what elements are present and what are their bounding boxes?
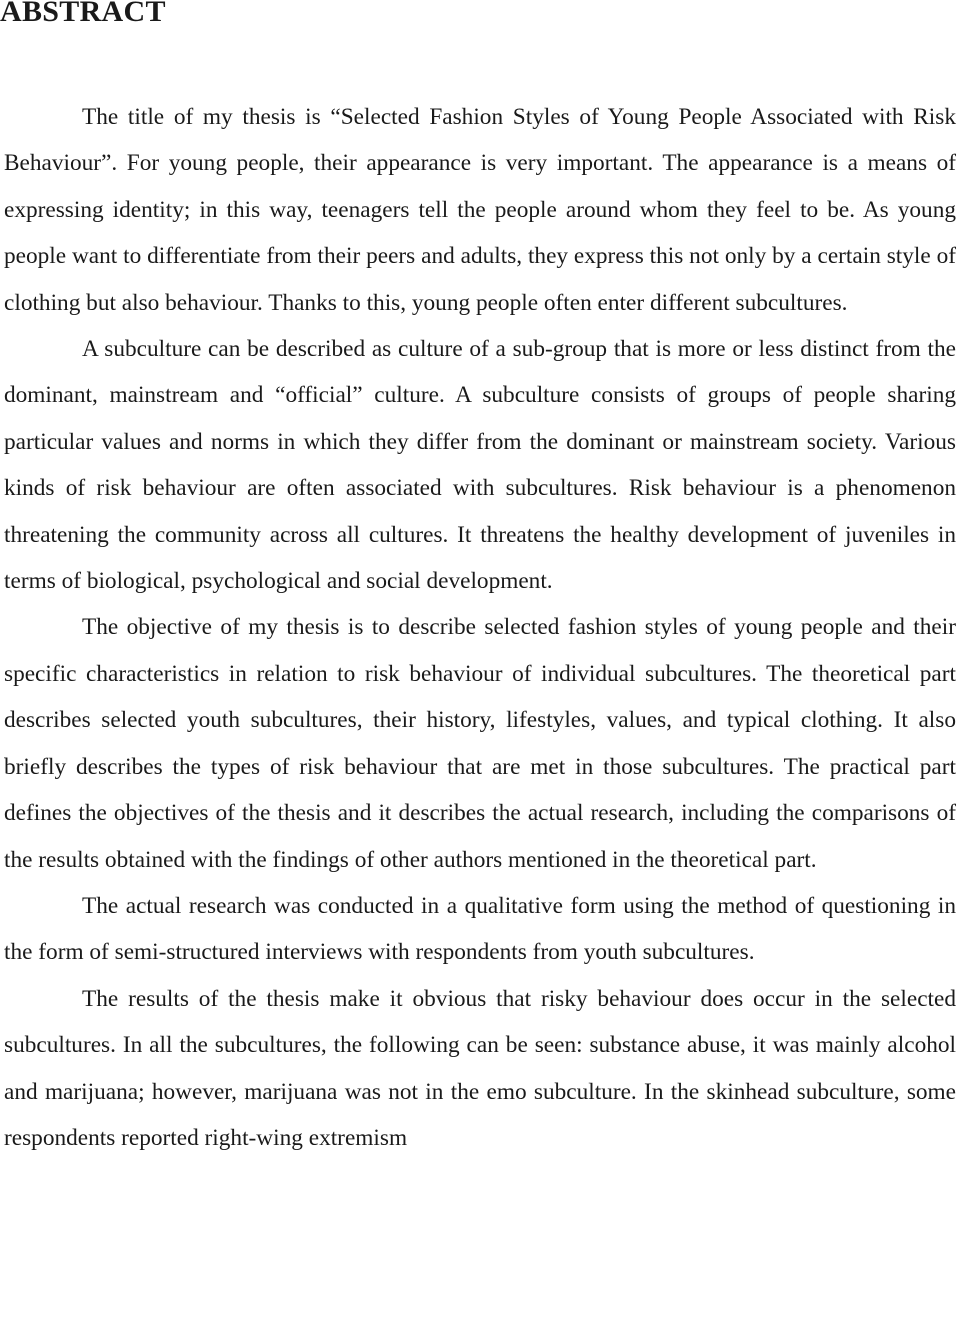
paragraph-intro: The title of my thesis is “Selected Fashion Styles of Young People Associated with Risk Behaviour”. For young people, their appearance is very important. The appearance is a means of expressing identity; in this way, teenagers tell the people around whom they feel to be. As young people want to differentiate from their peers and adults, they express this not only by a certain style of clothing but also behaviour. Thanks to this, young people often enter different subcultures.	[4, 104, 956, 316]
paragraph-method: The actual research was conducted in a qualitative form using the method of questioning in the form of semi-structured interviews with respondents from youth subcultures.	[4, 892, 956, 966]
abstract-body	[4, 94, 956, 1161]
paragraph-subculture-definition: A subculture can be described as culture of a sub-group that is more or less distinct from the dominant, mainstream and “official” culture. A subculture consists of groups of people sharing particular values and norms in which they differ from the dominant or mainstream society. Various kinds of risk behaviour are often associated with subcultures. Risk behaviour is a phenomenon threatening the community across all cultures. It threatens the healthy development of juveniles in terms of biological, psychological and social development.	[4, 336, 956, 595]
paragraph-objective: The objective of my thesis is to describe selected fashion styles of young people and their specific characteristics in relation to risk behaviour of individual subcultures. The theoretical part describes selected youth subcultures, their history, lifestyles, values, and typical clothing. It also briefly describes the types of risk behaviour that are met in those subcultures. The practical part defines the objectives of the thesis and it describes the actual research, including the comparisons of the results obtained with the findings of other authors mentioned in the theoretical part.	[4, 614, 956, 873]
paragraph-results: The results of the thesis make it obvious that risky behaviour does occur in the selected subcultures. In all the subcultures, the following can be seen: substance abuse, it was mainly alcohol and marijuana; however, marijuana was not in the emo subculture. In the skinhead subculture, some respondents reported right-wing extremism	[4, 985, 956, 1151]
abstract-heading: ABSTRACT	[0, 0, 166, 28]
